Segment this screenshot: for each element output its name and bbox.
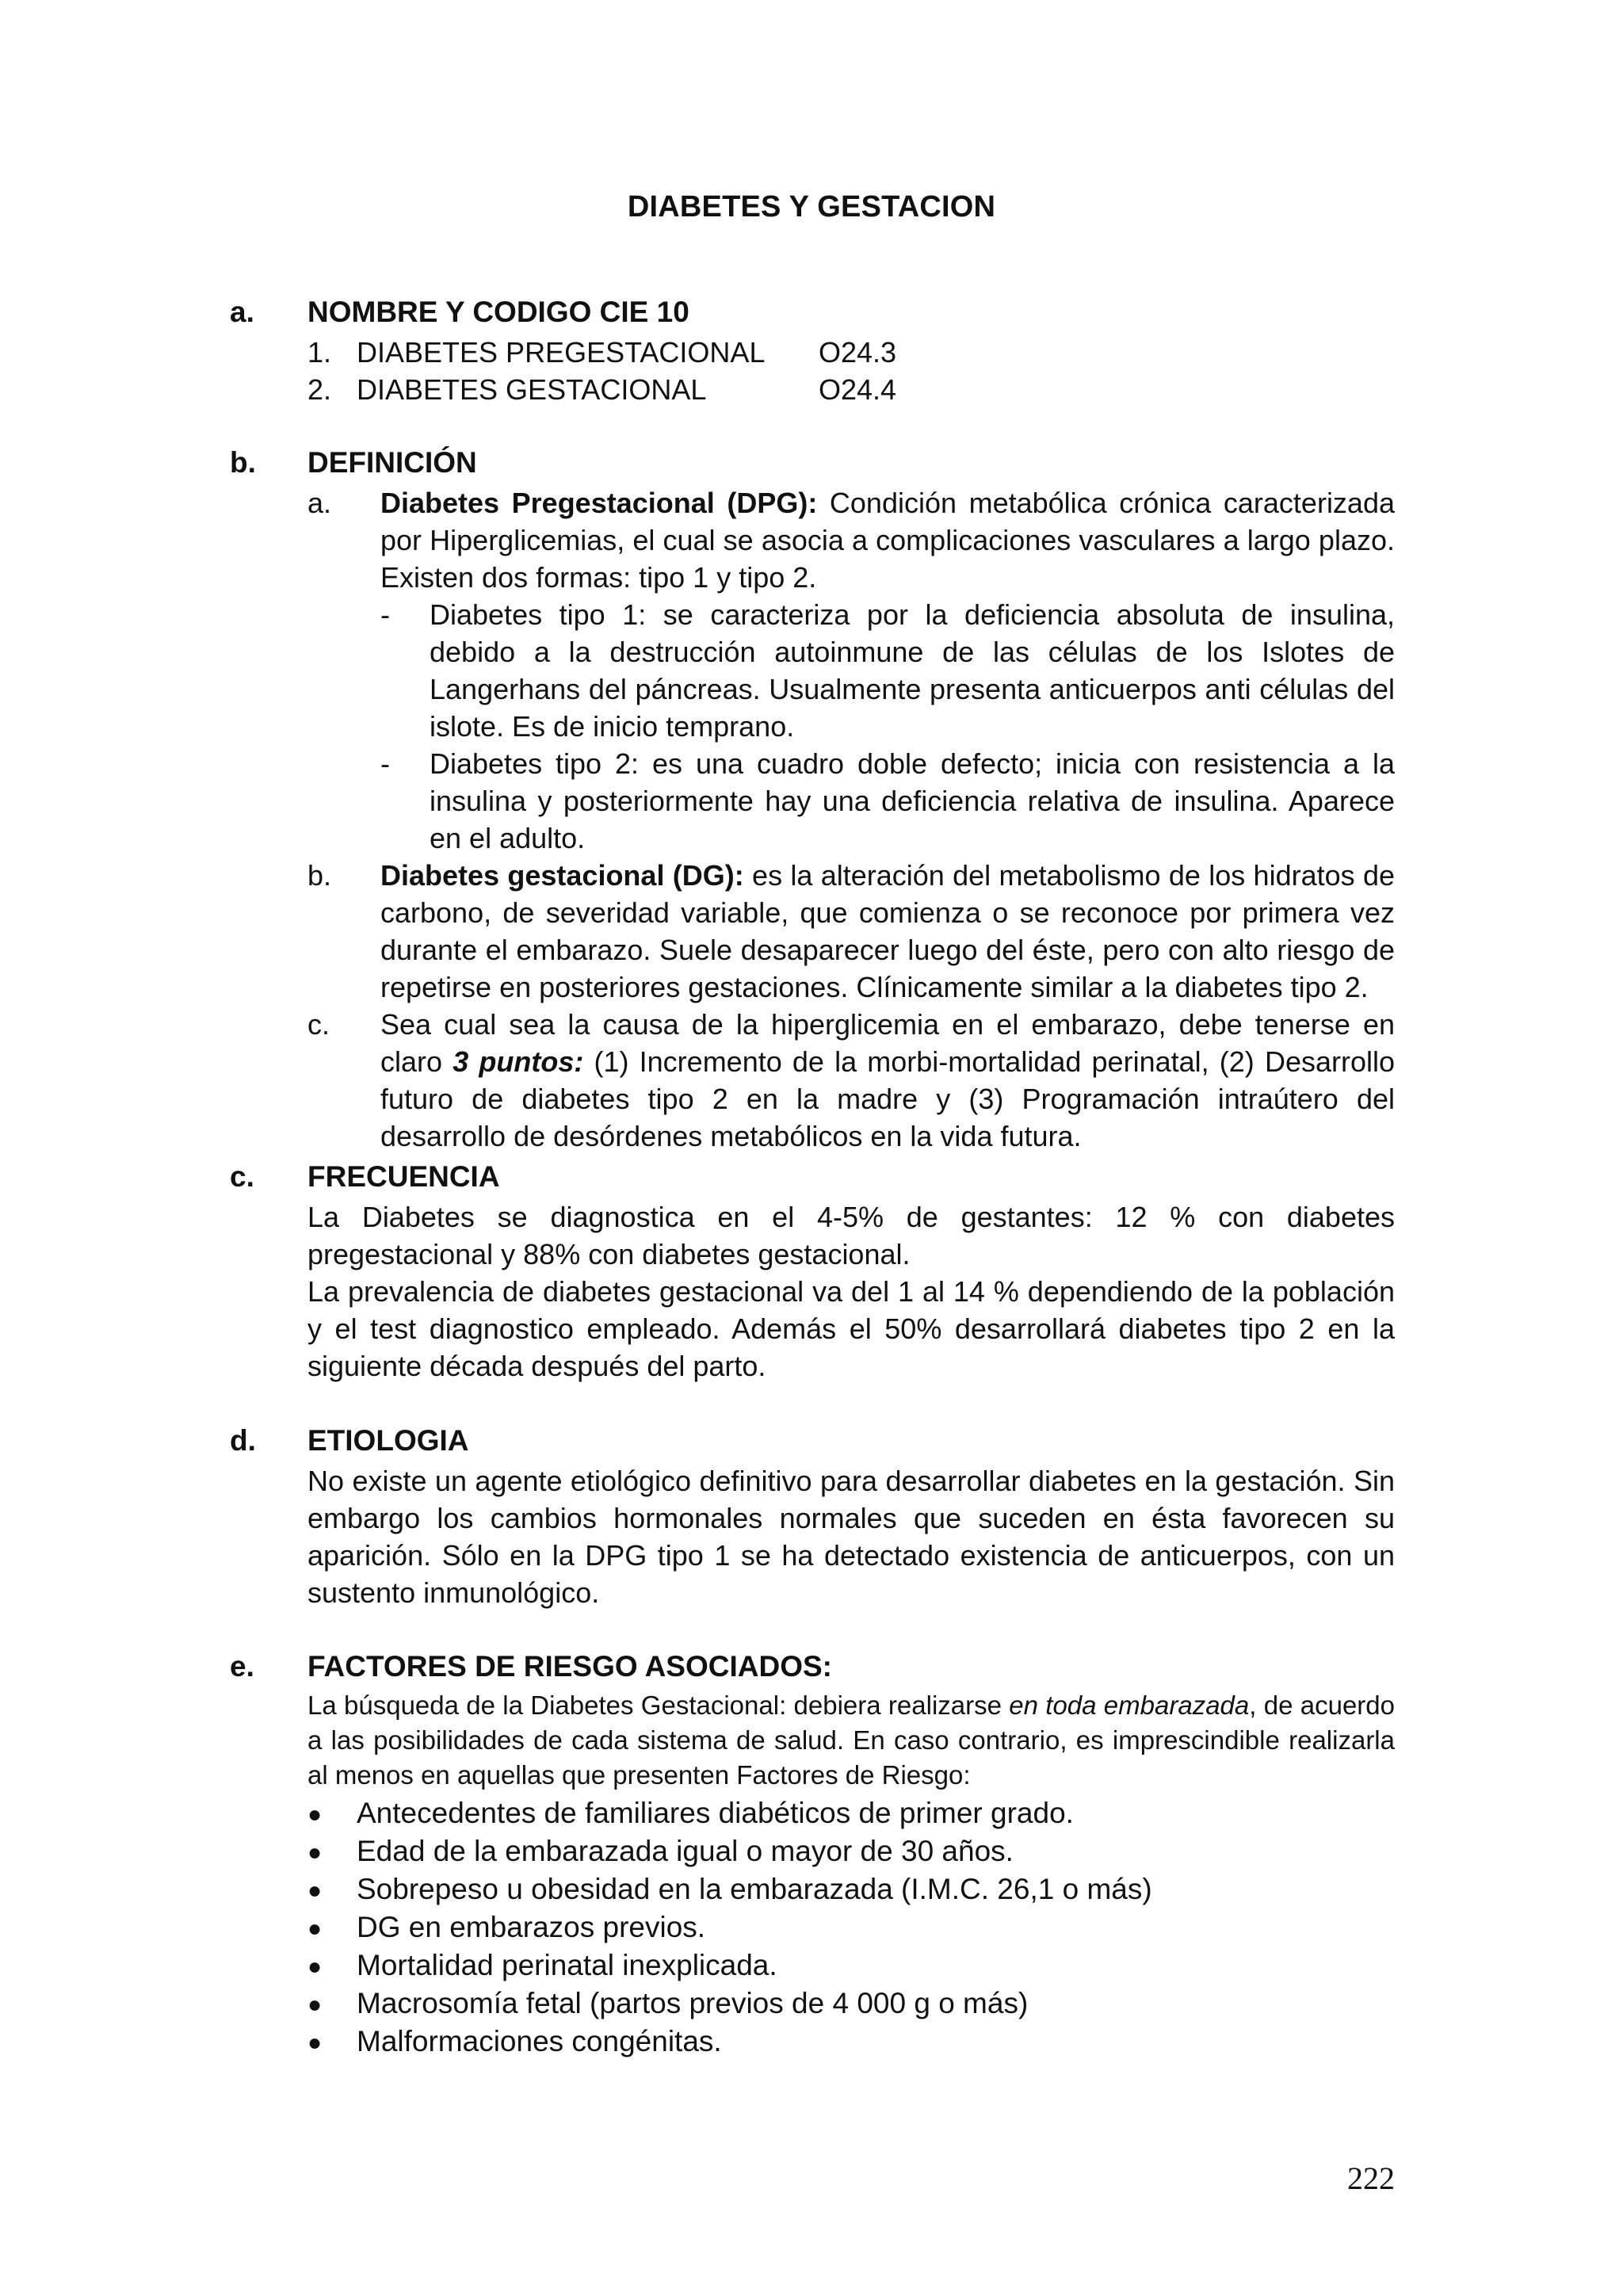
definition-text: Condición metabólica crónica caracterizada por Hiperglicemias, el cual se asocia a complicaciones vasculares a largo plazo. Existen dos formas: tipo 1 y tipo 2. (380, 487, 1395, 594)
risk-factor-list (307, 1794, 1395, 2061)
list-item-text: Edad de la embarazada igual o mayor de 30 años. (357, 1835, 1014, 1867)
intro-text: La búsqueda de la Diabetes Gestacional: debiera realizarse (307, 1690, 1010, 1720)
item-code: O24.4 (819, 373, 897, 406)
intro-text: , de acuerdo a las posibilidades de cada sistema de salud. En caso contrario, es imprescindible realizarla al menos en aquellas que presenten Factores de Riesgo: (307, 1690, 1395, 1790)
list-item-text: DG en embarazos previos. (357, 1911, 706, 1943)
bullet-icon: ● (307, 2030, 323, 2056)
term-bold: Diabetes gestacional (DG): (380, 859, 744, 892)
list-item (307, 1908, 1395, 1946)
list-item (307, 1870, 1395, 1908)
definition-text: (1) Incremento de la morbi-mortalidad perinatal, (2) Desarrollo futuro de diabetes tipo 2 en la madre y (3) Programación intraútero del desarrollo de desórdenes metabólicos en la vida futura. (380, 1045, 1396, 1152)
list-item (307, 1946, 1395, 1985)
item-label: DIABETES PREGESTACIONAL (357, 336, 766, 369)
term-bold-italic: 3 puntos: (453, 1045, 584, 1078)
section-heading: NOMBRE Y CODIGO CIE 10 (307, 296, 689, 328)
item-code: O24.3 (819, 336, 897, 369)
list-item (307, 371, 1395, 408)
section-letter: e. (230, 1650, 254, 1683)
sub-item-tipo2 (380, 745, 1395, 857)
paragraph: La Diabetes se diagnostica en el 4-5% de gestantes: 12 % con diabetes pregestacional y 88% con diabetes gestacional. (307, 1201, 1395, 1270)
section-letter: b. (230, 446, 256, 479)
dash-marker: - (380, 747, 390, 780)
list-item (307, 1985, 1395, 2023)
section-heading: FACTORES DE RIESGO ASOCIADOS: (307, 1650, 832, 1683)
sub-item-text: Diabetes tipo 2: es una cuadro doble defecto; inicia con resistencia a la insulina y posteriormente hay una deficiencia relativa de insulina. Aparece en el adulto. (430, 747, 1395, 854)
list-item (307, 1794, 1395, 1832)
list-item (307, 1832, 1395, 1870)
term-bold: Diabetes Pregestacional (DPG): (380, 487, 818, 519)
list-item-text: Sobrepeso u obesidad en la embarazada (I.M.C. 26,1 o más) (357, 1873, 1152, 1905)
item-number: 2. (307, 373, 332, 406)
definition-list (307, 484, 1395, 1155)
list-item-text: Malformaciones congénitas. (357, 2025, 722, 2057)
paragraph: La prevalencia de diabetes gestacional va del 1 al 14 % dependiendo de la población y el test diagnostico empleado. Además el 50% desarrollará diabetes tipo 2 en la siguiente década después del parto. (307, 1275, 1395, 1382)
bullet-icon: ● (307, 1992, 323, 2018)
sub-item-text: Diabetes tipo 1: se caracteriza por la deficiencia absoluta de insulina, debido a la destrucción autoinmune de las células de los Islotes de Langerhans del páncreas. Usualmente presenta anticuerpos anti células del islote. Es de inicio temprano. (430, 598, 1395, 743)
definition-text: Sea cual sea la causa de la hiperglicemia en el embarazo, debe tenerse en claro (380, 1008, 1395, 1078)
sub-item-tipo1 (380, 596, 1395, 745)
section-letter: d. (230, 1424, 256, 1457)
definition-item-dg (307, 857, 1395, 1006)
definition-item-puntos (307, 1006, 1395, 1155)
item-letter: c. (307, 1008, 330, 1041)
list-item-text: Antecedentes de familiares diabéticos de primer grado. (357, 1797, 1074, 1829)
list-item-text: Mortalidad perinatal inexplicada. (357, 1949, 777, 1981)
definition-item-dpg (307, 484, 1395, 596)
list-item-text: Macrosomía fetal (partos previos de 4 000 g o más) (357, 1987, 1029, 2019)
list-item (307, 2023, 1395, 2061)
code-list (307, 334, 1395, 408)
definition-text: es la alteración del metabolismo de los hidratos de carbono, de severidad variable, que comienza o se reconoce por primera vez durante el embarazo. Suele desaparecer luego del éste, pero con alto riesgo de repetirse en posteriores gestaciones. Clínicamente similar a la diabetes tipo 2. (380, 859, 1395, 1003)
bullet-icon: ● (307, 1916, 323, 1942)
section-letter: a. (230, 296, 254, 328)
dash-marker: - (380, 598, 390, 631)
section-heading: FRECUENCIA (307, 1160, 500, 1193)
page-number: 222 (1347, 2160, 1395, 2196)
intro-paragraph (307, 1688, 1395, 1793)
section-body (307, 1462, 1395, 1611)
section-heading: DEFINICIÓN (307, 446, 477, 479)
page-title: DIABETES Y GESTACION (627, 190, 996, 223)
bullet-icon: ● (307, 1801, 323, 1828)
bullet-icon: ● (307, 1878, 323, 1904)
item-label: DIABETES GESTACIONAL (357, 373, 707, 406)
bullet-icon: ● (307, 1954, 323, 1980)
list-item (307, 334, 1395, 371)
item-number: 1. (307, 336, 332, 369)
section-letter: c. (230, 1160, 254, 1193)
intro-emphasis: en toda embarazada (1009, 1690, 1250, 1720)
bullet-icon: ● (307, 1839, 323, 1866)
item-letter: a. (307, 487, 332, 519)
item-letter: b. (307, 859, 332, 892)
section-body (307, 1198, 1395, 1385)
section-heading: ETIOLOGIA (307, 1424, 469, 1457)
section-body (307, 1688, 1395, 2061)
paragraph: No existe un agente etiológico definitivo para desarrollar diabetes en la gestación. Sin embargo los cambios hormonales normales que suceden en ésta favorecen su aparición. Sólo en la DPG tipo 1 se ha detectado existencia de anticuerpos, con un sustento inmunológico. (307, 1465, 1395, 1609)
